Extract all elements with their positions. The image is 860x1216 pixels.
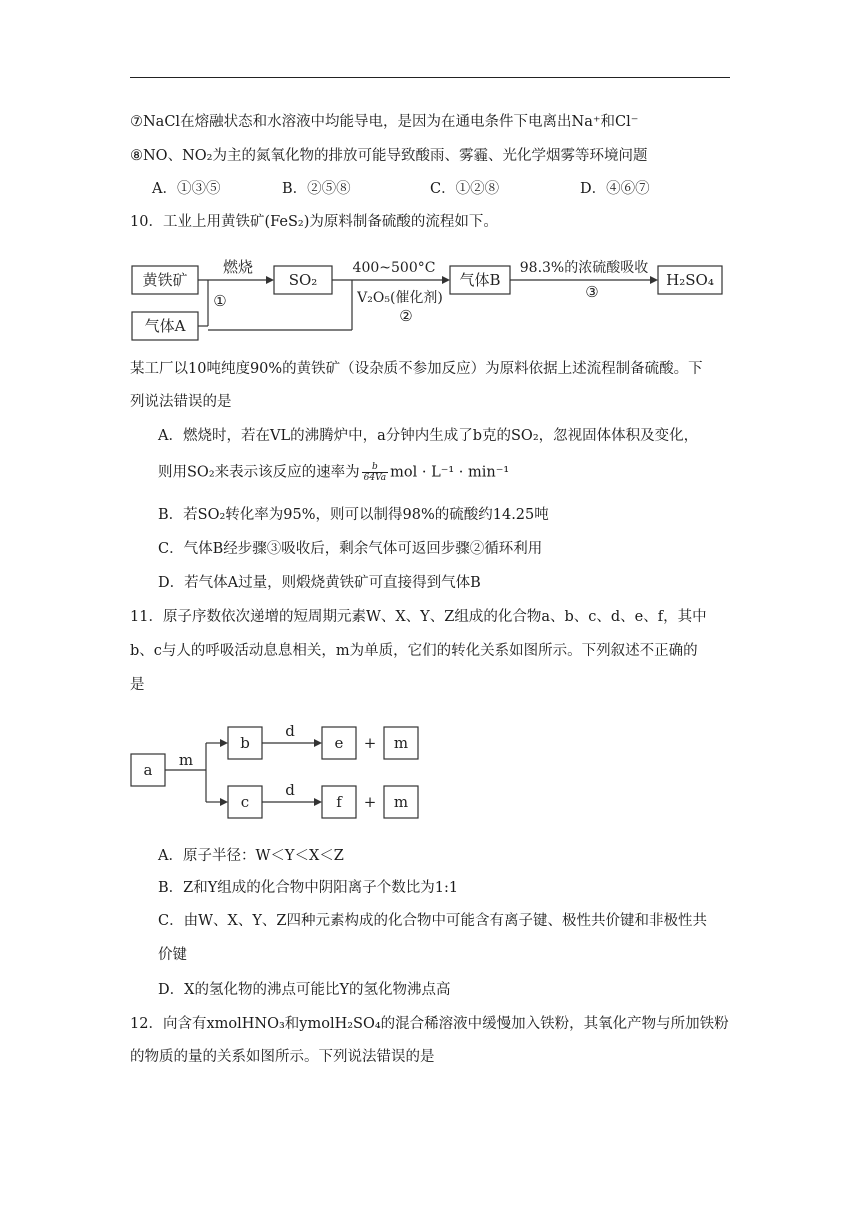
- node-a-label: a: [143, 761, 153, 779]
- q12-stem-line-1: 12．向含有xmolHNO₃和ymolH₂SO₄的混合稀溶液中缓慢加入铁粉，其氧化产物与所加铁粉: [130, 1016, 729, 1032]
- node-f-label: f: [336, 793, 342, 811]
- h2so4-box-label: H₂SO₄: [666, 271, 714, 289]
- rate-fraction: [362, 462, 389, 483]
- node-e-label: e: [334, 734, 344, 752]
- temperature-label: 400~500°C: [352, 260, 436, 276]
- q11-option-a: A．原子半径：W＜Y＜X＜Z: [158, 848, 344, 864]
- node-c-label: c: [240, 793, 250, 811]
- plus-top-label: +: [363, 734, 377, 752]
- burn-label: 燃烧: [222, 258, 254, 276]
- choice-d: D．④⑥⑦: [580, 181, 650, 197]
- q10-paragraph-1: 某工厂以10吨纯度90%的黄铁矿（设杂质不参加反应）为原料依据上述流程制备硫酸。下: [130, 361, 703, 377]
- reagent-m-label: m: [178, 751, 194, 769]
- node-m-top-label: m: [393, 734, 409, 752]
- q11-stem-line-1: 11．原子序数依次递增的短周期元素W、X、Y、Z组成的化合物a、b、c、d、e、f，其中: [130, 609, 707, 625]
- pyrite-box-label: 黄铁矿: [142, 271, 188, 289]
- header-rule: [130, 77, 730, 78]
- q12-stem-line-2: 的物质的量的关系如图所示。下列说法错误的是: [130, 1049, 435, 1065]
- q11-option-c-line-1: C．由W、X、Y、Z四种元素构成的化合物中可能含有离子键、极性共价键和非极性共: [158, 913, 707, 929]
- absorb-label: 98.3%的浓硫酸吸收: [519, 260, 649, 276]
- choice-c: C．①②⑧: [430, 181, 500, 197]
- step-2-label: ②: [399, 307, 413, 325]
- choice-b: B．②⑤⑧: [282, 181, 351, 197]
- gas-a-box-label: 气体A: [144, 317, 186, 335]
- q11-option-b: B．Z和Y组成的化合物中阴阳离子个数比为1:1: [158, 880, 459, 896]
- item-7: ⑦NaCl在熔融状态和水溶液中均能导电，是因为在通电条件下电离出Na⁺和Cl⁻: [130, 114, 639, 130]
- q10-option-a-line-2: [158, 462, 509, 483]
- step-1-label: ①: [213, 292, 227, 310]
- q10-option-a-line-1: A．燃烧时，若在VL的沸腾炉中，a分钟内生成了b克的SO₂，忽视固体体积及变化，: [158, 428, 699, 444]
- sulfuric-acid-flow-diagram: [128, 252, 728, 342]
- q11-stem-line-2: b、c与人的呼吸活动息息相关，m为单质，它们的转化关系如图所示。下列叙述不正确的: [130, 643, 698, 659]
- item-8: ⑧NO、NO₂为主的氮氧化物的排放可能导致酸雨、雾霾、光化学烟雾等环境问题: [130, 148, 648, 164]
- node-m-bottom-label: m: [393, 793, 409, 811]
- step-3-label: ③: [585, 283, 599, 301]
- q11-stem-line-3: 是: [130, 677, 145, 693]
- fraction-numerator: b: [362, 462, 389, 473]
- q10-option-c: C．气体B经步骤③吸收后，剩余气体可返回步骤②循环利用: [158, 541, 543, 557]
- rate-unit: mol · L⁻¹ · min⁻¹: [390, 464, 510, 481]
- plus-bottom-label: +: [363, 793, 377, 811]
- so2-box-label: SO₂: [288, 271, 318, 289]
- transformation-diagram: [126, 718, 426, 830]
- reagent-d-bottom-label: d: [285, 781, 295, 799]
- fraction-denominator: 64Va: [363, 473, 387, 483]
- catalyst-label: V₂O₅(催化剂): [357, 290, 443, 306]
- q10-paragraph-2: 列说法错误的是: [130, 394, 232, 410]
- q10-stem: 10．工业上用黄铁矿(FeS₂)为原料制备硫酸的流程如下。: [130, 214, 498, 230]
- reagent-d-top-label: d: [285, 722, 295, 740]
- q10-option-d: D．若气体A过量，则煅烧黄铁矿可直接得到气体B: [158, 575, 481, 591]
- node-b-label: b: [240, 734, 250, 752]
- gas-b-box-label: 气体B: [459, 271, 501, 289]
- q11-option-c-line-2: 价键: [158, 947, 187, 963]
- choice-a: A．①③⑤: [152, 181, 221, 197]
- q10-option-a-prefix: 则用SO₂来表示该反应的速率为: [158, 464, 360, 481]
- q10-option-b: B．若SO₂转化率为95%，则可以制得98%的硫酸约14.25吨: [158, 507, 549, 523]
- q11-option-d: D．X的氢化物的沸点可能比Y的氢化物沸点高: [158, 982, 451, 998]
